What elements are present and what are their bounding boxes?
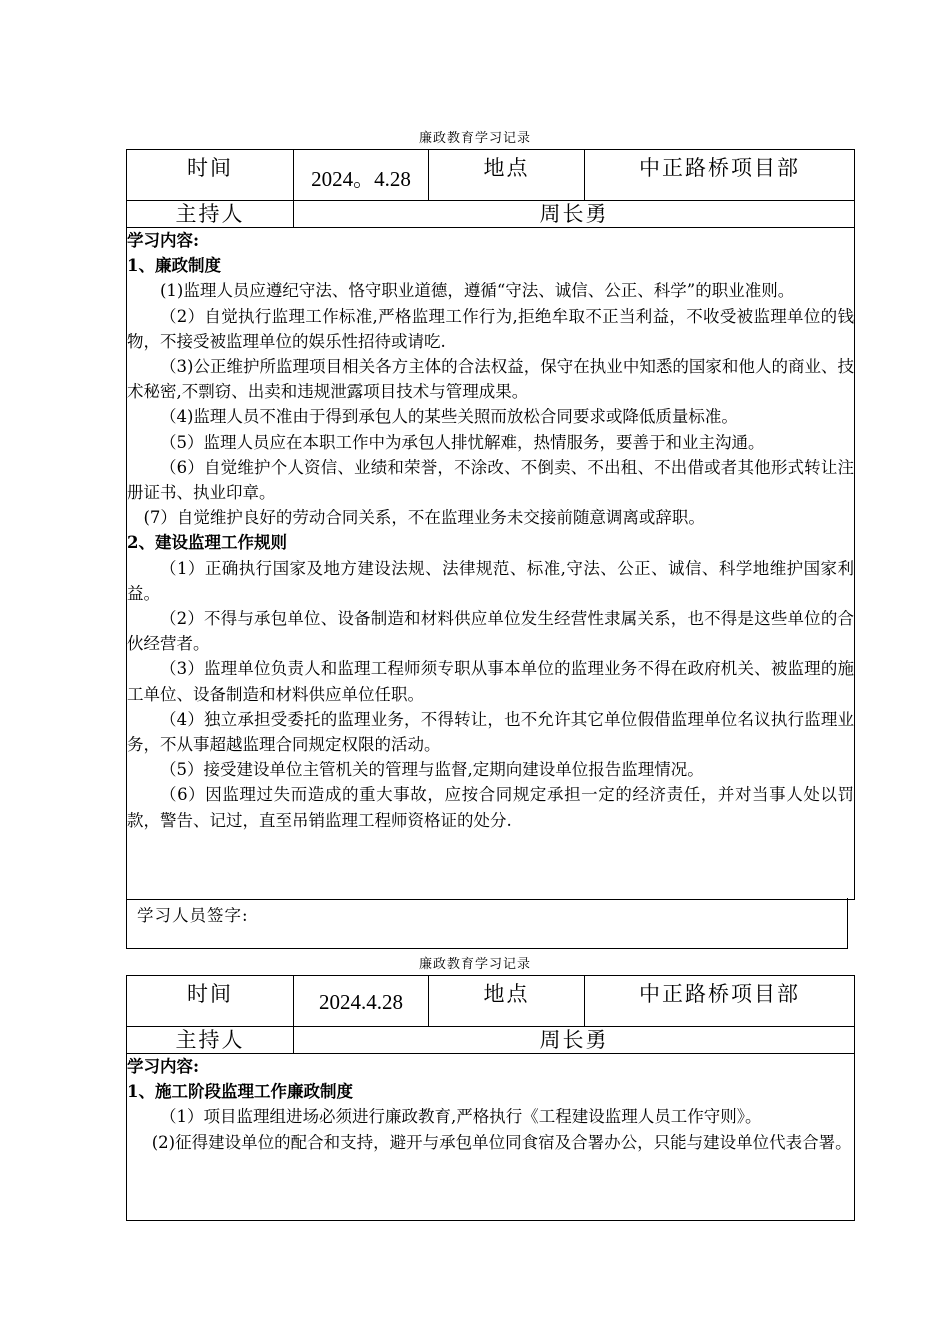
record1-host-row [127, 201, 855, 228]
time-label: 时间 [127, 976, 294, 1027]
rule-item: （4)监理人员不准由于得到承包人的某些关照而放松合同要求或降低质量标准。 [160, 407, 738, 427]
rule-item: (1)监理人员应遵纪守法、恪守职业道德，遵循“守法、诚信、公正、科学”的职业准则。 [160, 281, 795, 301]
rule-item: （5）监理人员应在本职工作中为承包人排忧解难，热情服务，要善于和业主沟通。 [160, 432, 765, 452]
host-label: 主持人 [127, 1027, 294, 1054]
record2-info-row [127, 976, 855, 1027]
rule-item: （6）因监理过失而造成的重大事故，应按合同规定承担一定的经济责任，并对当事人处以罚款，警告、记过，直至吊销监理工程师资格证的处分. [127, 785, 854, 830]
record1-title: 廉政教育学习记录 [418, 131, 531, 146]
time-label: 时间 [127, 150, 294, 201]
section-title: 2、建设监理工作规则 [127, 533, 287, 553]
rule-item: (7）自觉维护良好的劳动合同关系，不在监理业务未交接前随意调离或辞职。 [143, 508, 705, 528]
content-label: 学习内容: [127, 231, 200, 250]
rule-item: （2）自觉执行监理工作标准,严格监理工作行为,拒绝牟取不正当利益，不收受被监理单位的钱物，不接受被监理单位的娱乐性招待或请吃. [127, 306, 854, 351]
rule-item: （1）正确执行国家及地方建设法规、法律规范、标准,守法、公正、诚信、科学地维护国家利益。 [127, 558, 854, 603]
place-label: 地点 [429, 150, 585, 201]
record1-info-row [127, 150, 855, 201]
record2-host-row [127, 1027, 855, 1054]
rule-item: （3)公正维护所监理项目相关各方主体的合法权益，保守在执业中知悉的国家和他人的商业、技术秘密,不剽窃、出卖和违规泄露项目技术与管理成果。 [127, 357, 854, 402]
section-title: 1、廉政制度 [127, 256, 221, 276]
place-label: 地点 [429, 976, 585, 1027]
study-content [127, 1054, 855, 1221]
time-value: 2024.4.28 [294, 976, 429, 1027]
time-value: 2024。4.28 [294, 150, 429, 201]
section-title: 1、施工阶段监理工作廉政制度 [127, 1082, 353, 1102]
place-value: 中正路桥项目部 [585, 976, 855, 1027]
content-label: 学习内容: [127, 1057, 200, 1076]
signature-label: 学习人员签字: [137, 906, 249, 925]
record2-title: 廉政教育学习记录 [418, 957, 531, 972]
record2-table [126, 975, 855, 1221]
host-value: 周长勇 [294, 1027, 855, 1054]
host-value: 周长勇 [294, 201, 855, 228]
rule-item: （4）独立承担受委托的监理业务，不得转让，也不允许其它单位假借监理单位名议执行监理业务，不从事超越监理合同规定权限的活动。 [127, 709, 854, 755]
record2-content-row [127, 1054, 855, 1221]
rule-item: （1）项目监理组进场必须进行廉政教育,严格执行《工程建设监理人员工作守则》。 [160, 1107, 762, 1127]
signature-box [126, 898, 848, 949]
record1-table [126, 149, 855, 900]
rule-item: (2)征得建设单位的配合和支持，避开与承包单位同食宿及合署办公，只能与建设单位代表合署。 [151, 1132, 852, 1152]
rule-item: （6）自觉维护个人资信、业绩和荣誉，不涂改、不倒卖、不出租、不出借或者其他形式转让注册证书、执业印章。 [127, 457, 854, 503]
rule-item: （2）不得与承包单位、设备制造和材料供应单位发生经营性隶属关系，也不得是这些单位的合伙经营者。 [127, 609, 854, 654]
rule-item: （3）监理单位负责人和监理工程师须专职从事本单位的监理业务不得在政府机关、被监理的施工单位、设备制造和材料供应单位任职。 [127, 659, 854, 704]
host-label: 主持人 [127, 201, 294, 228]
study-content [127, 228, 855, 900]
record1-content-row [127, 228, 855, 900]
rule-item: （5）接受建设单位主管机关的管理与监督,定期向建设单位报告监理情况。 [160, 760, 704, 780]
place-value: 中正路桥项目部 [585, 150, 855, 201]
